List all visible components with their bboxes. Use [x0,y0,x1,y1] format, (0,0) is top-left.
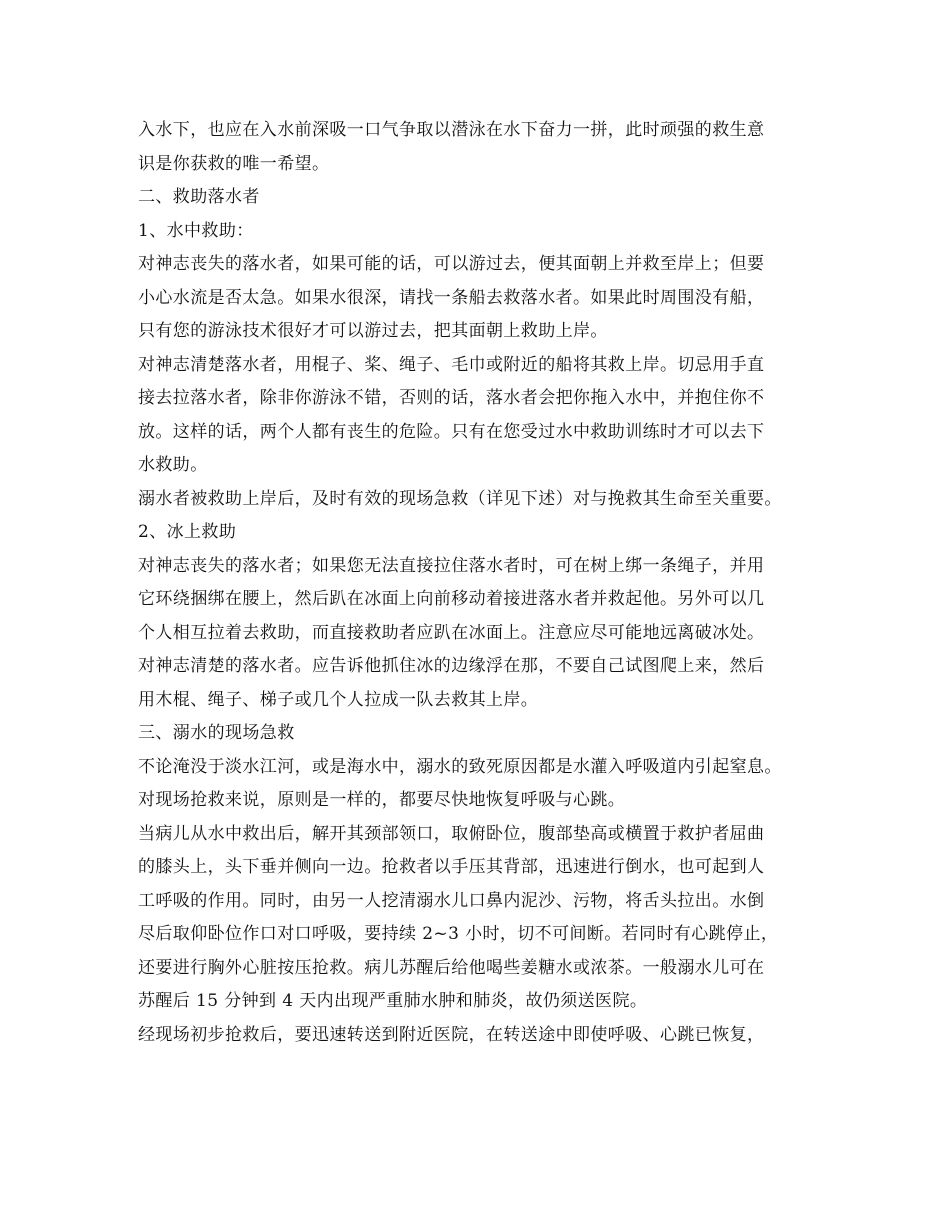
paragraph-line: 对神志丧失的落水者，如果可能的话，可以游过去，便其面朝上并救至岸上；但要 [138,254,765,274]
paragraph-line: 用木棍、绳子、梯子或几个人拉成一队去救其上岸。 [138,689,539,710]
subsection-heading: 2、冰上救助 [138,522,237,542]
paragraph-line: 当病儿从水中救出后，解开其颈部领口，取俯卧位，腹部垫高或横置于救护者屈曲 [138,823,765,844]
paragraph-line: 对神志清楚落水者，用棍子、桨、绳子、毛巾或附近的船将其救上岸。切忌用手直 [138,354,765,375]
section-heading: 二、救助落水者 [138,187,260,207]
paragraph-line: 水救助。 [138,455,208,475]
paragraph-line: 经现场初步抢救后，要迅速转送到附近医院，在转送途中即使呼吸、心跳已恢复， [138,1024,765,1045]
paragraph-line: 小心水流是否太急。如果水很深，请找一条船去救落水者。如果此时周围没有船， [138,287,765,308]
paragraph-line: 入水下，也应在入水前深吸一口气争取以潜泳在水下奋力一拼，此时顽强的救生意 [138,120,765,140]
paragraph-line: 个人相互拉着去救助，而直接救助者应趴在冰面上。注意应尽可能地远离破冰处。 [138,622,765,643]
paragraph-line: 放。这样的话，两个人都有丧生的危险。只有在您受过水中救助训练时才可以去下 [138,421,765,442]
paragraph-line: 对现场抢救来说，原则是一样的，都要尽快地恢复呼吸与心跳。 [138,790,626,810]
paragraph-line: 不论淹没于淡水江河，或是海水中，溺水的致死原因都是水灌入呼吸道内引起窒息。 [138,756,782,777]
paragraph-line: 还要进行胸外心脏按压抢救。病儿苏醒后给他喝些姜糖水或浓茶。一般溺水儿可在 [138,957,765,978]
subsection-heading: 1、水中救助： [138,220,254,241]
paragraph-line: 对神志丧失的落水者；如果您无法直接拉住落水者时，可在树上绑一条绳子，并用 [138,555,765,576]
paragraph-line: 识是你获救的唯一希望。 [138,153,330,174]
paragraph-line: 溺水者被救助上岸后，及时有效的现场急救（详见下述）对与挽救其生命至关重要。 [138,488,782,509]
paragraph-line: 苏醒后 15 分钟到 4 天内出现严重肺水肿和肺炎，故仍须送医院。 [138,991,648,1011]
paragraph-line: 它环绕捆绑在腰上，然后趴在冰面上向前移动着接进落水者并救起他。另外可以几 [138,589,765,609]
paragraph-line: 对神志清楚的落水者。应告诉他抓住冰的边缘浮在那，不要自己试图爬上来，然后 [138,656,765,676]
paragraph-line: 尽后取仰卧位作口对口呼吸，要持续 2~3 小时，切不可间断。若同时有心跳停止， [138,924,779,944]
paragraph-line: 工呼吸的作用。同时，由另一人挖清溺水儿口鼻内泥沙、污物，将舌头拉出。水倒 [138,890,765,911]
document-body [138,114,828,1052]
section-heading: 三、溺水的现场急救 [138,723,295,743]
paragraph-line: 只有您的游泳技术很好才可以游过去，把其面朝上救助上岸。 [138,321,608,341]
paragraph-line: 接去拉落水者，除非你游泳不错，否则的话，落水者会把你拖入水中，并抱住你不 [138,388,765,408]
paragraph-line: 的膝头上，头下垂并侧向一边。抢救者以手压其背部，迅速进行倒水，也可起到人 [138,857,765,877]
